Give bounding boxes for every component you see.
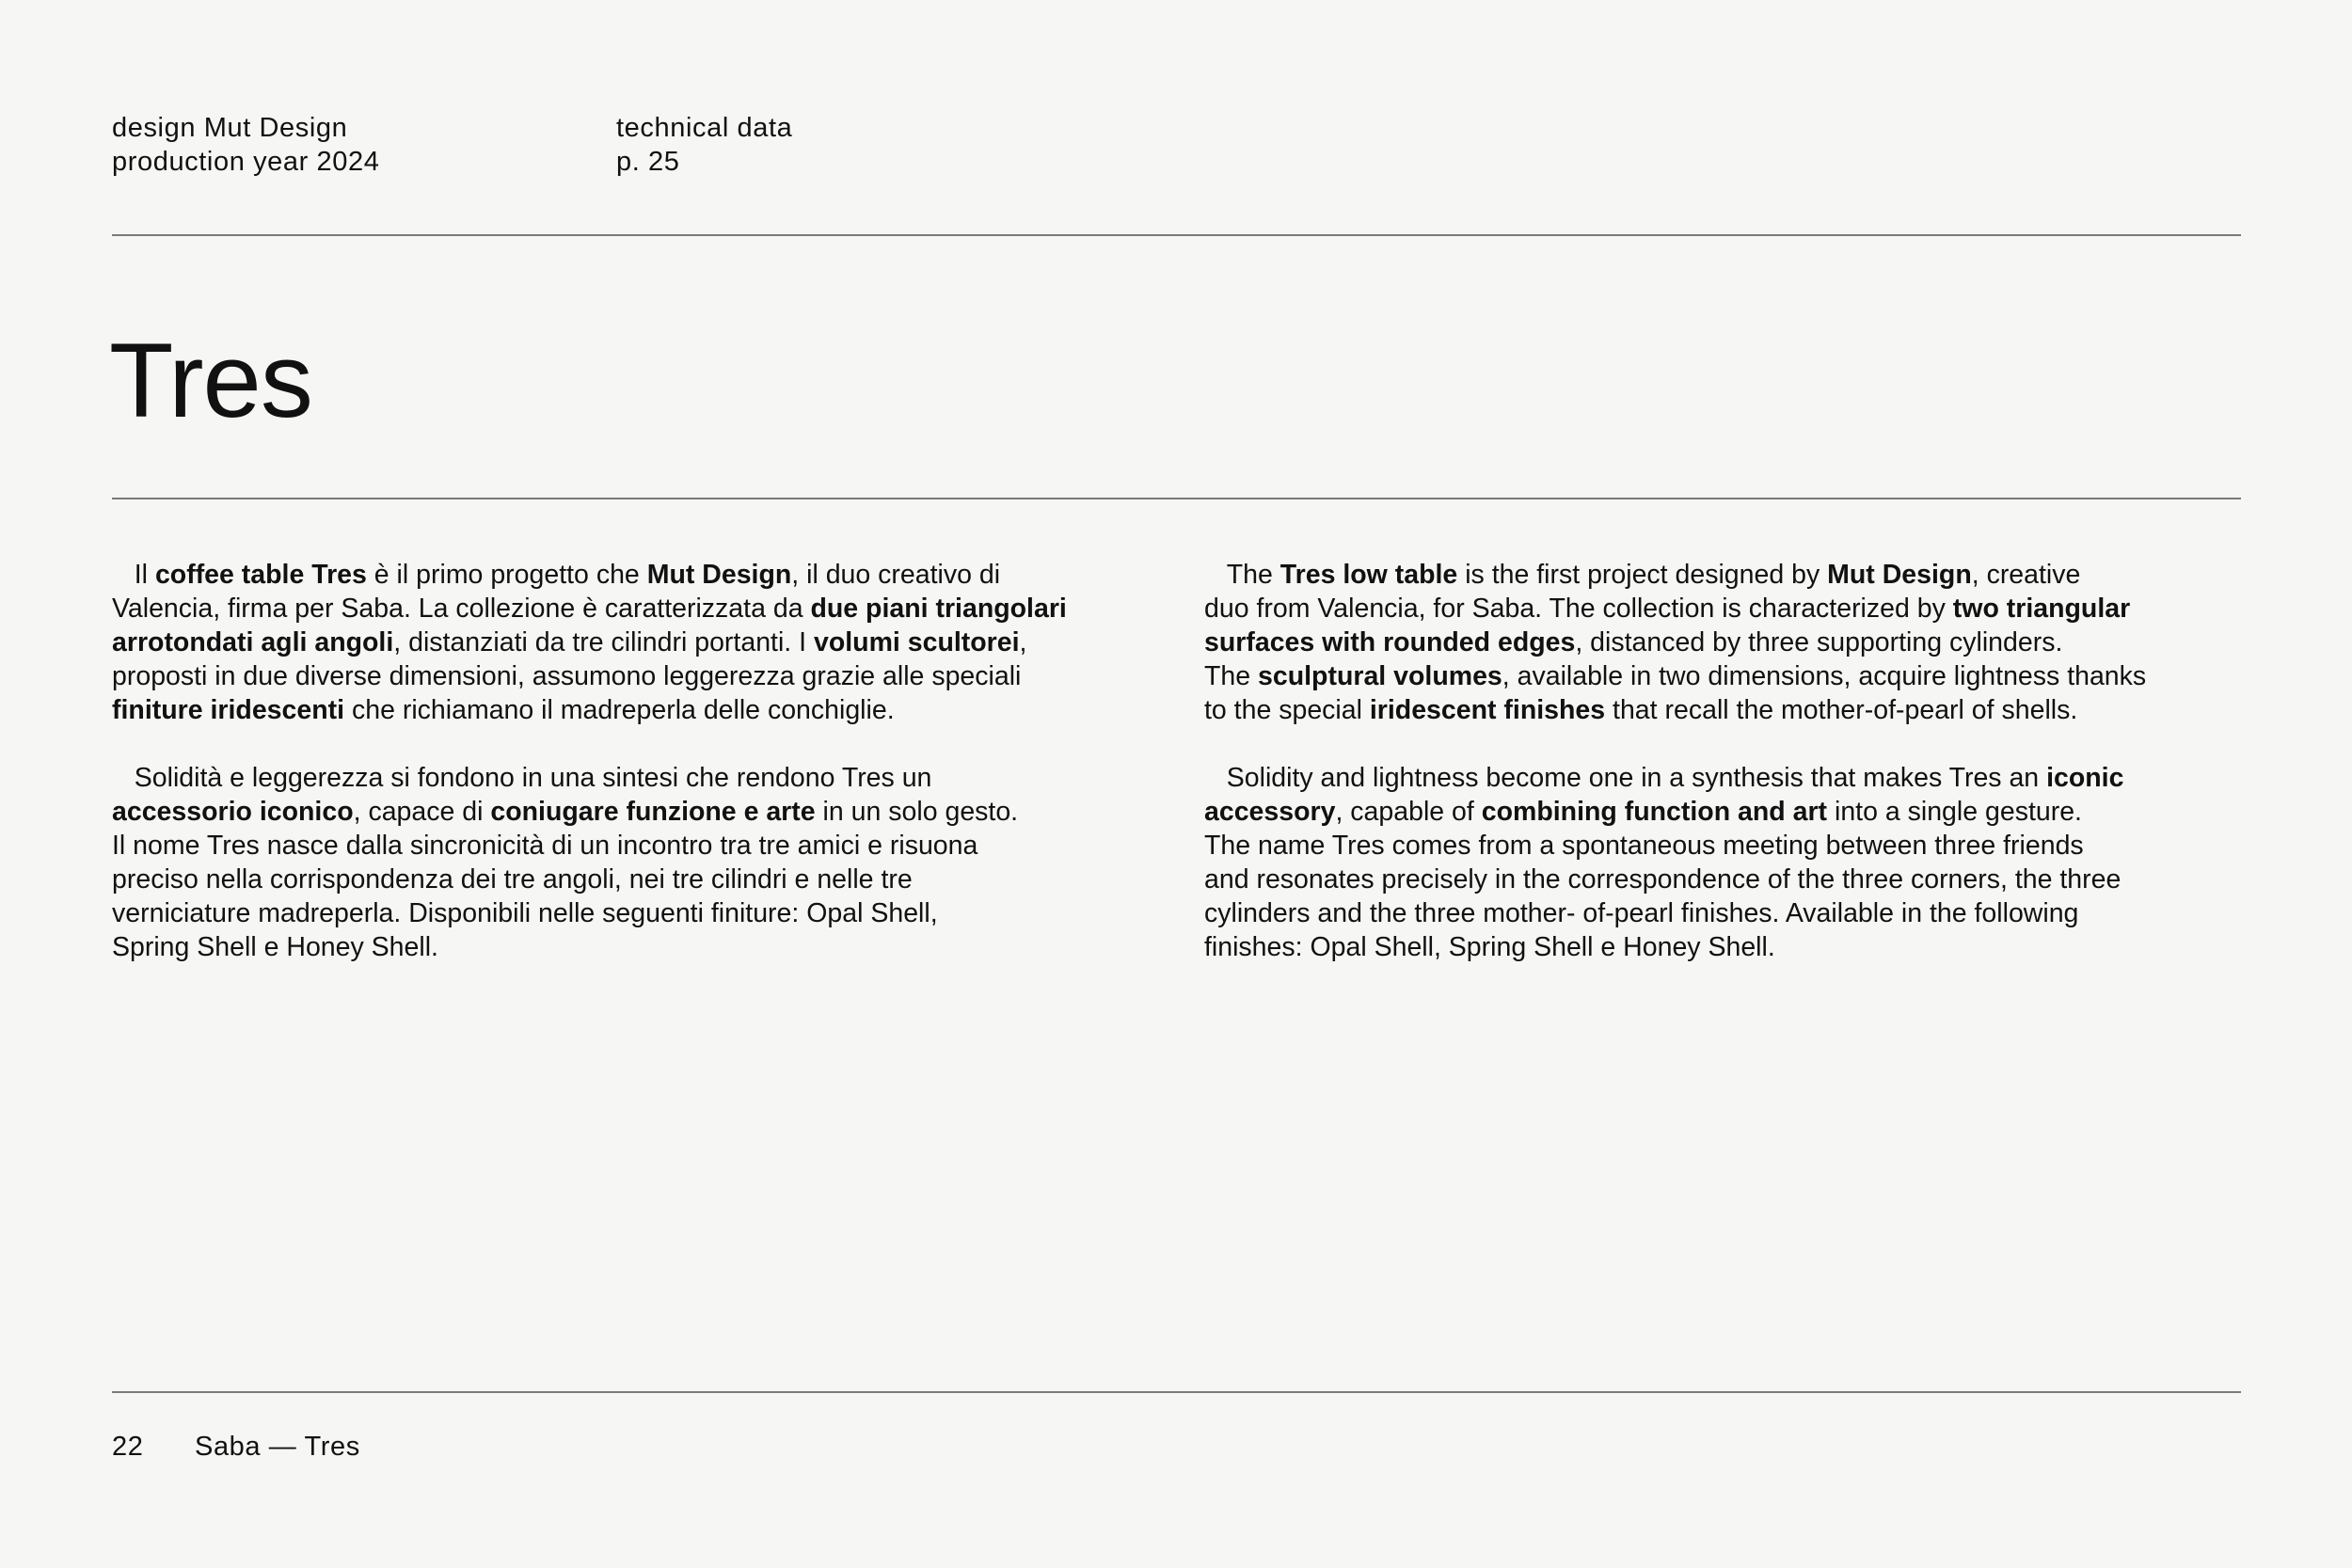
english-paragraph-2: [1204, 761, 2249, 964]
title-divider: [112, 498, 2241, 499]
production-year-line: production year 2024: [112, 147, 380, 177]
body-text: The: [1204, 560, 1280, 590]
top-divider: [112, 234, 2241, 236]
emphasized-text: iridescent finishes: [1369, 695, 1606, 725]
emphasized-text: due piani triangolari arrotondati agli angoli: [112, 594, 1067, 657]
emphasized-text: iconic accessory: [1204, 763, 2124, 827]
emphasized-text: sculptural volumes: [1258, 661, 1502, 691]
emphasized-text: Mut Design: [1827, 560, 1972, 590]
designer-line: design Mut Design: [112, 113, 348, 143]
body-text: , capable of: [1335, 797, 1482, 827]
body-text: , il duo creativo di Valencia, firma per Saba. La collezione è caratterizzata da: [112, 560, 1001, 624]
italian-paragraph-1: [112, 558, 1166, 727]
emphasized-text: finiture iridescenti: [112, 695, 345, 725]
body-text: , distanced by three supporting cylinders. The: [1204, 627, 2063, 691]
footer-title: Saba — Tres: [195, 1432, 360, 1462]
body-text: è il primo progetto che: [366, 560, 647, 590]
body-text: che richiamano il madreperla delle conchiglie.: [344, 695, 895, 725]
emphasized-text: volumi scultorei: [813, 627, 1020, 657]
emphasized-text: accessorio iconico: [112, 797, 354, 827]
italian-paragraph-2: [112, 761, 1166, 964]
page-reference: p. 25: [616, 147, 680, 177]
emphasized-text: Tres low table: [1279, 560, 1458, 590]
emphasized-text: combining function and art: [1481, 797, 1828, 827]
header-meta-left: [112, 111, 379, 179]
body-text: into a single gesture. The name Tres comes from a spontaneous meeting between three friends and resonates precisely in the correspondence of the three corners, the three cylinders and the three mother- of-pearl finishes. Available in the following finishes: Opal Shell, Spring Shell e Honey Shell.: [1204, 797, 2122, 962]
header-meta-right: [616, 111, 792, 179]
body-text: , creative duo from Valencia, for Saba. The collection is characterized by: [1204, 560, 2081, 624]
emphasized-text: coffee table Tres: [154, 560, 367, 590]
page-title: Tres: [109, 322, 312, 439]
emphasized-text: coniugare funzione e arte: [490, 797, 816, 827]
italian-column: [112, 558, 1166, 964]
body-text: is the first project designed by: [1457, 560, 1828, 590]
body-text: , proposti in due diverse dimensioni, assumono leggerezza grazie alle speciali: [112, 627, 1027, 691]
footer-page-number: 22: [112, 1432, 144, 1462]
body-text: that recall the mother-of-pearl of shells.: [1605, 695, 2078, 725]
english-column: [1204, 558, 2249, 964]
body-text: , distanziati da tre cilindri portanti. I: [393, 627, 814, 657]
body-text: Solidità e leggerezza si fondono in una sintesi che rendono Tres un: [134, 763, 932, 793]
english-paragraph-1: [1204, 558, 2249, 727]
body-text: , available in two dimensions, acquire lightness thanks to the special: [1204, 661, 2147, 725]
body-text: Il: [112, 560, 155, 590]
emphasized-text: Mut Design: [646, 560, 792, 590]
footer-divider: [112, 1391, 2241, 1393]
body-text: Solidity and lightness become one in a synthesis that makes Tres an: [1204, 763, 2047, 793]
body-text: , capace di: [353, 797, 491, 827]
body-text: in un solo gesto. Il nome Tres nasce dalla sincronicità di un incontro tra tre amici e risuona preciso nella corrispondenza dei tre angoli, nei tre cilindri e nelle tre verniciature madreperla. Disponibili nelle seguenti finiture: Opal Shell, Spring Shell e Honey Shell.: [112, 797, 1019, 962]
emphasized-text: two triangular surfaces with rounded edges: [1204, 594, 2131, 657]
section-label: technical data: [616, 113, 793, 143]
